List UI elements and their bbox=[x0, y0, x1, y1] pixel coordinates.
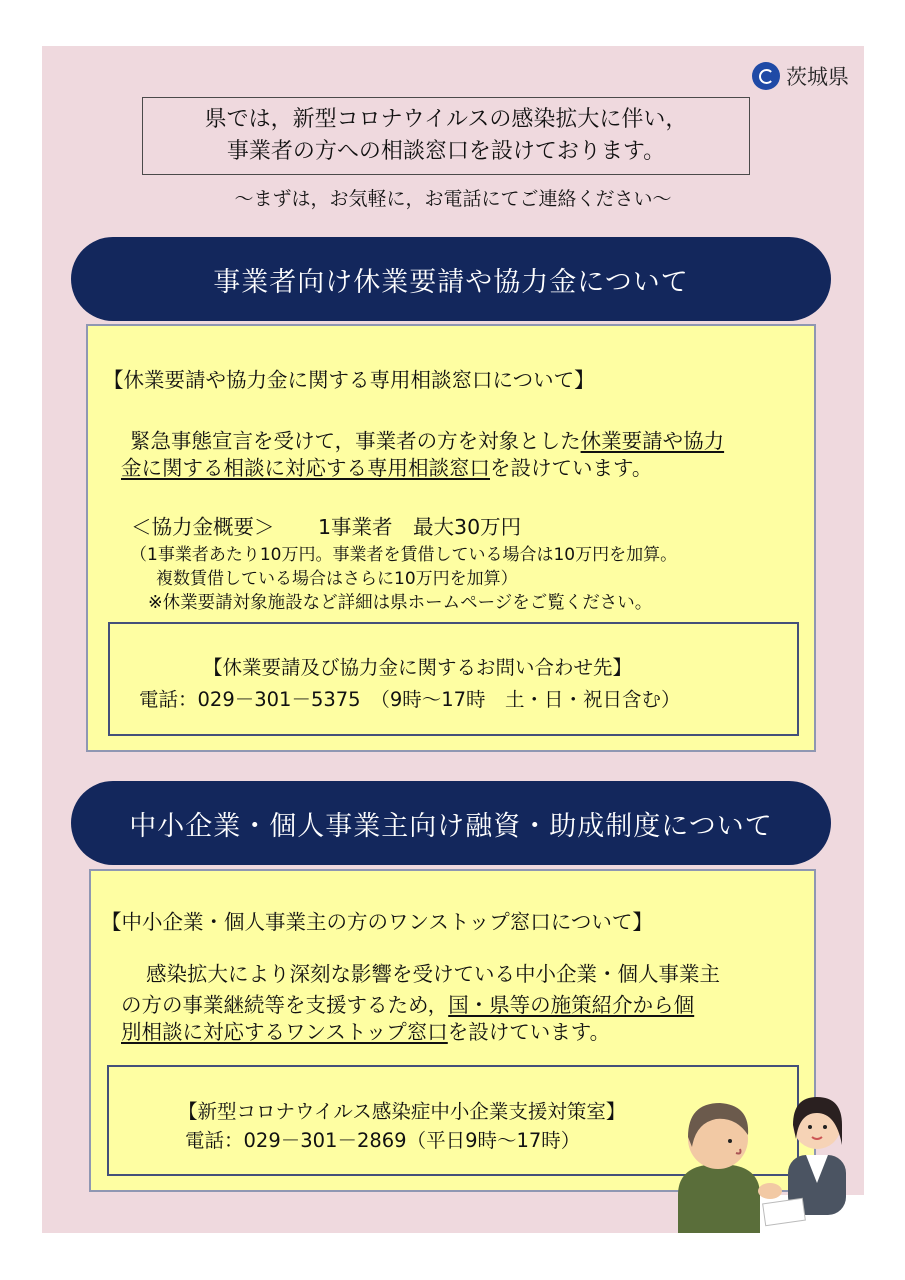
section2-body-line2-text: の方の事業継続等を支援するため， bbox=[121, 993, 449, 1017]
section1-contact-phone: 電話：029－301－5375 （9時～17時 土・日・祝日含む） bbox=[139, 688, 681, 711]
overview-note-1: （1事業者あたり10万円。事業者を賃借している場合は10万円を加算。 bbox=[130, 545, 678, 565]
overview-note-3: ※休業要請対象施設など詳細は県ホームページをご覧ください。 bbox=[148, 593, 653, 613]
consultation-illustration-svg bbox=[676, 1083, 864, 1233]
section1-contact-title: 【休業要請及び協力金に関するお問い合わせ先】 bbox=[203, 656, 633, 679]
visitor-eye bbox=[728, 1139, 732, 1143]
overview-note-2: 複数賃借している場合はさらに10万円を加算） bbox=[156, 569, 518, 589]
intro-box bbox=[142, 97, 750, 175]
intro-line-1: 県では，新型コロナウイルスの感染拡大に伴い， bbox=[204, 107, 688, 132]
section1-body-line2-underlined: 金に関する相談に対応する専用相談窓口 bbox=[121, 456, 490, 480]
prefecture-name: 茨城県 bbox=[786, 65, 849, 89]
section2-heading: 【中小企業・個人事業主の方のワンストップ窓口について】 bbox=[101, 910, 653, 934]
section2-body-line3-text: を設けています。 bbox=[447, 1020, 611, 1044]
section2-body-line3-underlined: 別相談に対応するワンストップ窓口 bbox=[121, 1020, 448, 1044]
intro-line-2: 事業者の方への相談窓口を設けております。 bbox=[226, 139, 666, 164]
section2-body-line3 bbox=[121, 1015, 610, 1045]
section2-body-line2-underlined: 国・県等の施策紹介から個 bbox=[448, 993, 695, 1017]
section2-contact-title: 【新型コロナウイルス感染症中小企業支援対策室】 bbox=[178, 1100, 626, 1123]
overview-label: ＜協力金概要＞ bbox=[131, 515, 275, 539]
staff-eye-left bbox=[808, 1125, 812, 1129]
intro-subtitle: ～まずは，お気軽に，お電話にてご連絡ください～ bbox=[234, 188, 672, 210]
visitor-hand bbox=[758, 1183, 782, 1199]
section1-body-line2-text: を設けています。 bbox=[490, 456, 653, 480]
section2-contact-phone: 電話：029－301－2869（平日9時～17時） bbox=[185, 1129, 581, 1152]
staff-eye-right bbox=[823, 1125, 827, 1129]
section1-banner: 事業者向け休業要請や協力金について bbox=[71, 237, 831, 321]
overview-value: 1事業者 最大30万円 bbox=[318, 515, 522, 539]
section2-banner: 中小企業・個人事業主向け融資・助成制度について bbox=[71, 781, 831, 865]
section1-body-line2 bbox=[121, 451, 652, 481]
prefecture-emblem-icon bbox=[752, 62, 780, 90]
section1-body-line1-underlined: 休業要請や協力 bbox=[580, 429, 725, 453]
section1-heading: 【休業要請や協力金に関する専用相談窓口について】 bbox=[103, 368, 595, 392]
section1-body-line1 bbox=[130, 424, 724, 454]
visitor-body bbox=[678, 1165, 760, 1233]
section1-body-line1-text: 緊急事態宣言を受けて，事業者の方を対象とした bbox=[130, 429, 581, 453]
prefecture-logo bbox=[752, 60, 849, 92]
section2-body-line1: 感染拡大により深刻な影響を受けている中小企業・個人事業主 bbox=[146, 962, 720, 986]
consultation-illustration bbox=[676, 1083, 864, 1233]
section2-body-line2 bbox=[121, 988, 694, 1018]
